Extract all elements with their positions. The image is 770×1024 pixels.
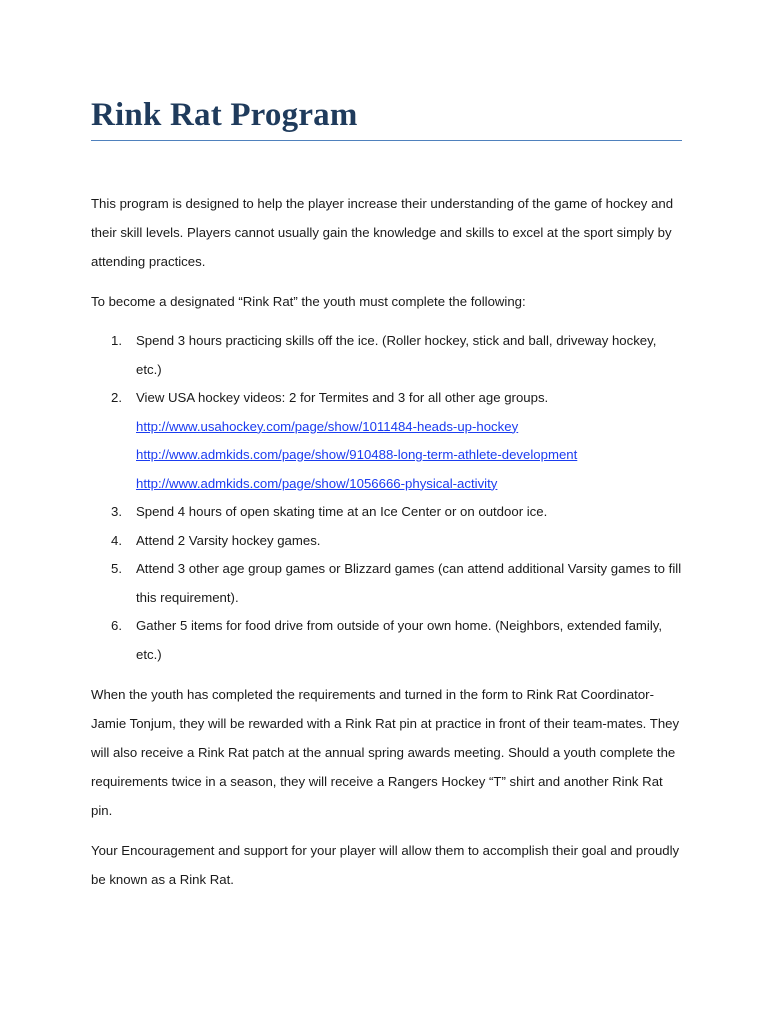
requirement-number: 2. (111, 390, 122, 405)
requirement-item (91, 555, 682, 612)
requirement-item (91, 384, 682, 498)
requirement-item (91, 527, 682, 556)
requirement-text: Gather 5 items for food drive from outside of your own home. (Neighbors, extended family, etc.) (136, 618, 663, 662)
requirement-number: 5. (111, 561, 122, 576)
requirement-item (91, 498, 682, 527)
requirement-number: 4. (111, 532, 122, 548)
admkids-activity-link[interactable]: http://www.admkids.com/page/show/1056666-physical-activity (136, 475, 498, 491)
admkids-development-link[interactable]: http://www.admkids.com/page/show/910488-long-term-athlete-development (136, 447, 578, 462)
completion-paragraph: When the youth has completed the requirements and turned in the form to Rink Rat Coordinator-Jamie Tonjum, they will be rewarded with a Rink Rat pin at practice in front of their team-mates. They will also receive a Rink Rat patch at the annual spring awards meeting. Should a youth complete the requirements twice in a season, they will receive a Rangers Hockey “T” shirt and another Rink Rat pin. (91, 687, 680, 818)
page-title: Rink Rat Program (91, 97, 358, 133)
closing-paragraph: Your Encouragement and support for your player will allow them to accomplish their goal and proudly be known as a Rink Rat. (91, 843, 680, 887)
requirement-text: Attend 3 other age group games or Blizzard games (can attend additional Varsity games to fill this requirement). (136, 561, 682, 605)
requirement-item (91, 327, 682, 384)
requirement-text: Spend 4 hours of open skating time at an Ice Center or on outdoor ice. (136, 504, 548, 519)
requirement-number: 1. (111, 333, 122, 348)
intro-paragraph: This program is designed to help the player increase their understanding of the game of hockey and their skill levels. Players cannot usually gain the knowledge and skills to excel at the sport simply by attending practices. (91, 196, 674, 269)
requirement-item (91, 612, 682, 669)
requirements-list (91, 327, 682, 669)
requirement-text: View USA hockey videos: 2 for Termites and 3 for all other age groups. (136, 390, 549, 405)
requirement-number: 6. (111, 618, 122, 633)
usahockey-video-link[interactable]: http://www.usahockey.com/page/show/1011484-heads-up-hockey (136, 418, 519, 434)
title-underline-rule (91, 140, 682, 141)
requirement-text: Attend 2 Varsity hockey games. (136, 532, 321, 548)
requirement-text: Spend 3 hours practicing skills off the ice. (Roller hockey, stick and ball, driveway hockey, etc.) (136, 333, 657, 377)
document-page (91, 96, 682, 894)
requirement-number: 3. (111, 504, 122, 519)
requirements-lead: To become a designated “Rink Rat” the youth must complete the following: (91, 294, 526, 309)
